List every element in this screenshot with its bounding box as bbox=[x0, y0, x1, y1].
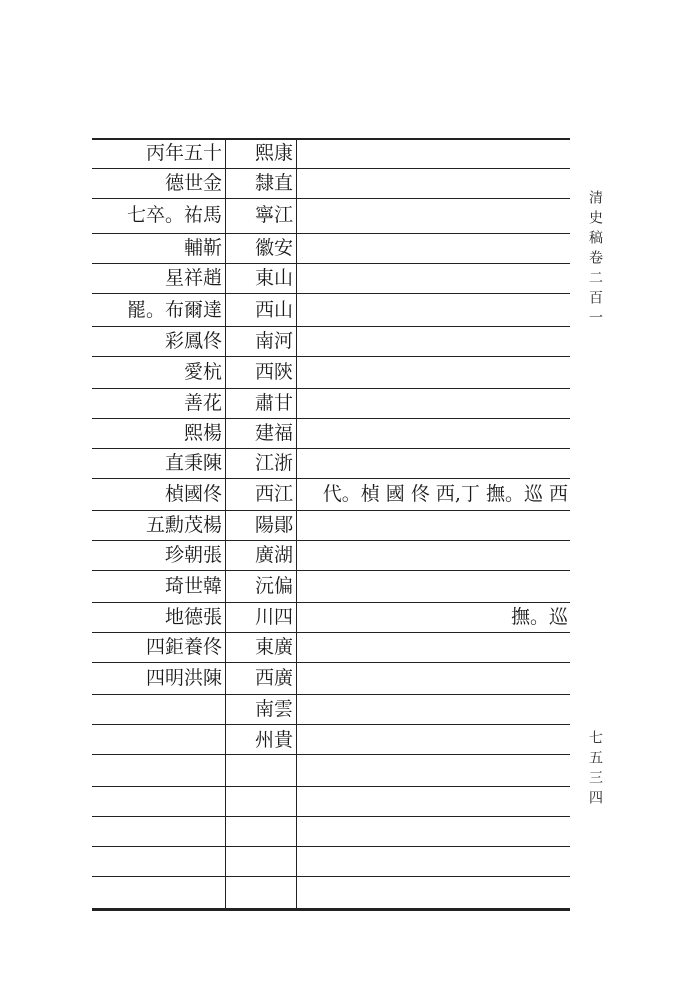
rule bbox=[92, 198, 570, 199]
rule bbox=[92, 293, 570, 294]
official-name-cell: 琦世韓 bbox=[164, 575, 222, 597]
official-name-cell: 五勳茂楊 bbox=[145, 514, 222, 536]
official-name-cell: 丙年五十 bbox=[145, 142, 222, 164]
rule bbox=[92, 694, 570, 695]
official-name-cell: 輔靳 bbox=[183, 237, 222, 259]
remark-cell: 代。楨 國 佟 西,丁 撫。巡 西 bbox=[322, 483, 568, 505]
province-cell: 西山 bbox=[254, 299, 293, 321]
official-name-cell: 熙楊 bbox=[183, 422, 222, 444]
column-divider bbox=[296, 138, 297, 910]
remark-cell: 撫。巡 bbox=[510, 606, 568, 628]
province-cell: 建福 bbox=[254, 422, 293, 444]
official-name-cell: 四鉅養佟 bbox=[145, 636, 222, 658]
page-number: 七五三四 bbox=[587, 730, 603, 810]
official-name-cell: 七卒。祐馬 bbox=[126, 204, 222, 226]
province-cell: 西江 bbox=[254, 483, 293, 505]
official-name-cell: 星祥趙 bbox=[164, 267, 222, 289]
official-name-cell: 罷。布爾達 bbox=[126, 299, 222, 321]
province-cell: 沅偏 bbox=[254, 575, 293, 597]
official-name-cell: 楨國佟 bbox=[164, 483, 222, 505]
official-name-cell: 四明洪陳 bbox=[145, 667, 222, 689]
province-cell: 東山 bbox=[254, 267, 293, 289]
province-cell: 徽安 bbox=[254, 237, 293, 259]
province-cell: 西廣 bbox=[254, 667, 293, 689]
province-cell: 廣湖 bbox=[254, 544, 293, 566]
province-cell: 陽鄖 bbox=[254, 514, 293, 536]
official-name-cell: 德世金 bbox=[164, 172, 222, 194]
province-cell: 東廣 bbox=[254, 636, 293, 658]
official-name-cell: 彩鳳佟 bbox=[164, 330, 222, 352]
province-cell: 州貴 bbox=[254, 729, 293, 751]
official-name-cell: 愛杭 bbox=[183, 361, 222, 383]
rule bbox=[92, 816, 570, 817]
province-cell: 南雲 bbox=[254, 698, 293, 720]
province-cell: 熙康 bbox=[254, 142, 293, 164]
official-name-cell: 珍朝張 bbox=[164, 544, 222, 566]
official-name-cell: 善花 bbox=[183, 392, 222, 414]
book-title: 清史稿卷二百一 bbox=[587, 190, 603, 330]
province-cell: 南河 bbox=[254, 330, 293, 352]
province-cell: 江浙 bbox=[254, 452, 293, 474]
rule bbox=[92, 724, 570, 725]
rule bbox=[92, 876, 570, 877]
province-cell: 川四 bbox=[254, 606, 293, 628]
official-name-cell: 地德張 bbox=[164, 606, 222, 628]
rule bbox=[92, 846, 570, 847]
province-cell: 西陝 bbox=[254, 361, 293, 383]
province-cell: 肅甘 bbox=[254, 392, 293, 414]
province-cell: 隸直 bbox=[254, 172, 293, 194]
province-cell: 寧江 bbox=[254, 204, 293, 226]
rule bbox=[92, 786, 570, 787]
official-name-cell: 直秉陳 bbox=[164, 452, 222, 474]
rule bbox=[92, 754, 570, 755]
rule-bottom bbox=[92, 908, 570, 911]
column-divider bbox=[225, 138, 226, 910]
